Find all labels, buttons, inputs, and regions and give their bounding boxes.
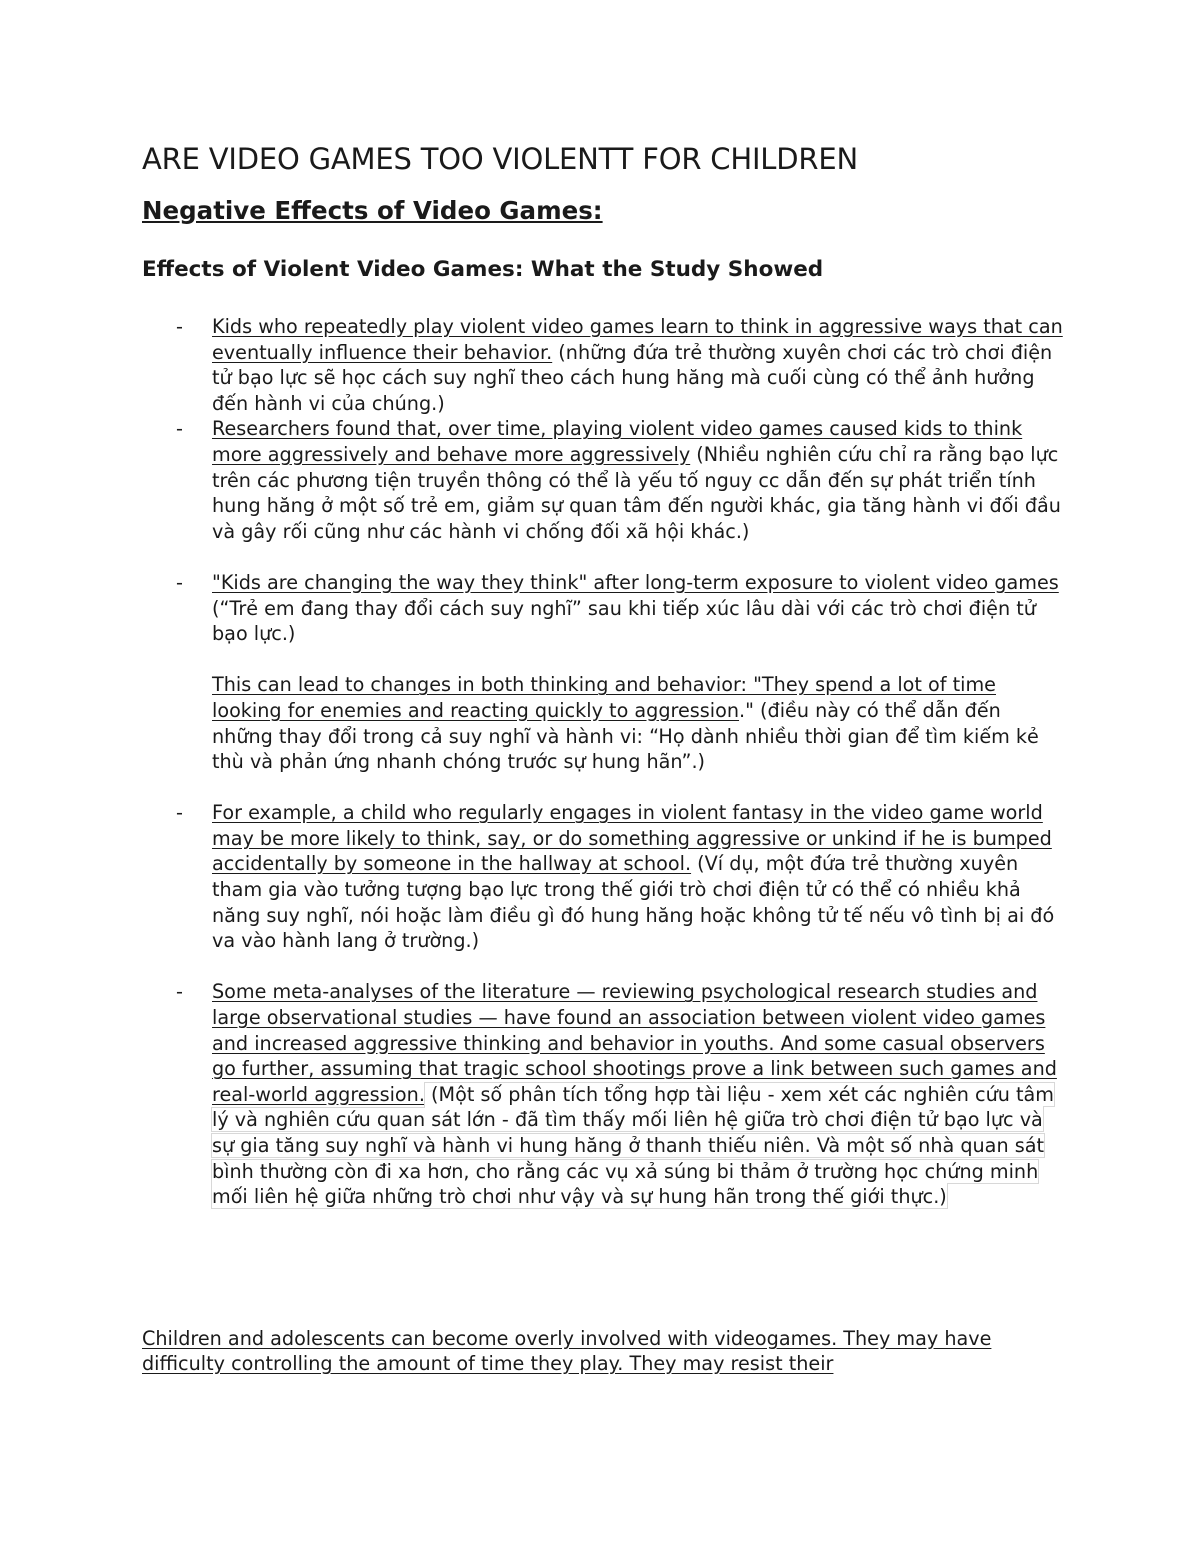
bullet-paragraph xyxy=(212,570,1067,647)
list-item xyxy=(142,979,1067,1209)
vietnamese-text: (những đứa trẻ thường xuyên chơi các trò chơi điện tử bạo lực sẽ học cách suy nghĩ theo cách hung hăng mà cuối cùng có thể ảnh hưởng đến hành vi của chúng.) xyxy=(212,340,1053,415)
list-item xyxy=(142,570,1067,775)
bullet-paragraph xyxy=(212,979,1067,1209)
english-text: This can lead to changes in both thinking and behavior: "They spend a lot of time looking for enemies and reacting quickly to aggression xyxy=(212,673,996,722)
bullet-dash: - xyxy=(176,801,183,825)
bullet-dash: - xyxy=(176,570,183,594)
english-text: Researchers found that, over time, playing violent video games caused kids to think more aggressively and behave more aggressively xyxy=(212,417,1023,466)
english-text: "Kids are changing the way they think" after long-term exposure to violent video games xyxy=(212,570,1059,594)
bullet-paragraph xyxy=(212,314,1067,416)
bullet-paragraph xyxy=(212,800,1067,954)
list-item xyxy=(142,800,1067,954)
sub-heading: Effects of Violent Video Games: What the Study Showed xyxy=(142,257,824,282)
english-text: Some meta-analyses of the literature — reviewing psychological research studies and large observational studies — have found an association between violent video games and increased aggressive thinking and behavior in youths. And some casual observers go further, assuming that tragic school shootings prove a link between such games and real-world aggression. xyxy=(212,980,1057,1106)
spacer xyxy=(142,954,1067,980)
vietnamese-text: (Nhiều nghiên cứu chỉ ra rằng bạo lực trên các phương tiện truyền thông có thể là yếu tố nguy cc dẫn đến sự phát triển tính hung hăng ở một số trẻ em, giảm sự quan tâm đến người khác, gia tăng hành vi đối đầu và gây rối cũng như các hành vi chống đối xã hội khác.) xyxy=(212,442,1061,543)
english-text: For example, a child who regularly engages in violent fantasy in the video game world may be more likely to think, say, or do something aggressive or unkind if he is bumped accidentally by someone in the hallway at school. xyxy=(212,801,1052,876)
section-heading: Negative Effects of Video Games: xyxy=(142,196,603,225)
spacer xyxy=(142,544,1067,570)
list-item xyxy=(142,416,1067,544)
list-item xyxy=(142,314,1067,416)
bullet-list xyxy=(142,314,1067,1210)
spacer xyxy=(212,647,1067,673)
bullet-dash: - xyxy=(176,315,183,338)
bullet-paragraph xyxy=(212,416,1067,544)
document-title: ARE VIDEO GAMES TOO VIOLENTT FOR CHILDREN xyxy=(142,142,858,176)
vietnamese-text: ." (điều này có thể dẫn đến những thay đổi trong cả suy nghĩ và hành vi: “Họ dành nhiều thời gian để tìm kiếm kẻ thù và phản ứng nhanh chóng trước sự hung hãn”.) xyxy=(212,698,1039,774)
bullet-dash: - xyxy=(176,980,183,1004)
spacer xyxy=(142,775,1067,801)
vietnamese-text: (Ví dụ, một đứa trẻ thường xuyên tham gia vào tưởng tượng bạo lực trong thế giới trò chơi điện tử có thể có nhiều khả năng suy nghĩ, nói hoặc làm điều gì đó hung hăng hoặc không tử tế nếu vô tình bị ai đó va vào hành lang ở trường.) xyxy=(212,852,1055,953)
vietnamese-text: (Một số phân tích tổng hợp tài liệu - xem xét các nghiên cứu tâm lý và nghiên cứu quan sát lớn - đã tìm thấy mối liên hệ giữa trò chơi điện tử bạo lực và sự gia tăng suy nghĩ và hành vi hung hăng ở thanh thiếu niên. Và một số nhà quan sát bình thường còn đi xa hơn, cho rằng các vụ xả súng bi thảm ở trường học chứng minh mối liên hệ giữa những trò chơi như vậy và sự hung hãn trong thế giới thực.) xyxy=(212,1082,1054,1209)
closing-paragraph: Children and adolescents can become overly involved with videogames. They may have difficulty controlling the amount of time they play. They may resist their xyxy=(142,1327,992,1375)
english-text: Kids who repeatedly play violent video games learn to think in aggressive ways that can eventually influence their behavior. xyxy=(212,315,1063,364)
bullet-dash: - xyxy=(176,417,183,441)
vietnamese-text: (“Trẻ em đang thay đổi cách suy nghĩ” sau khi tiếp xúc lâu dài với các trò chơi điện tử bạo lực.) xyxy=(212,596,1036,646)
follow-paragraph xyxy=(212,672,1067,774)
